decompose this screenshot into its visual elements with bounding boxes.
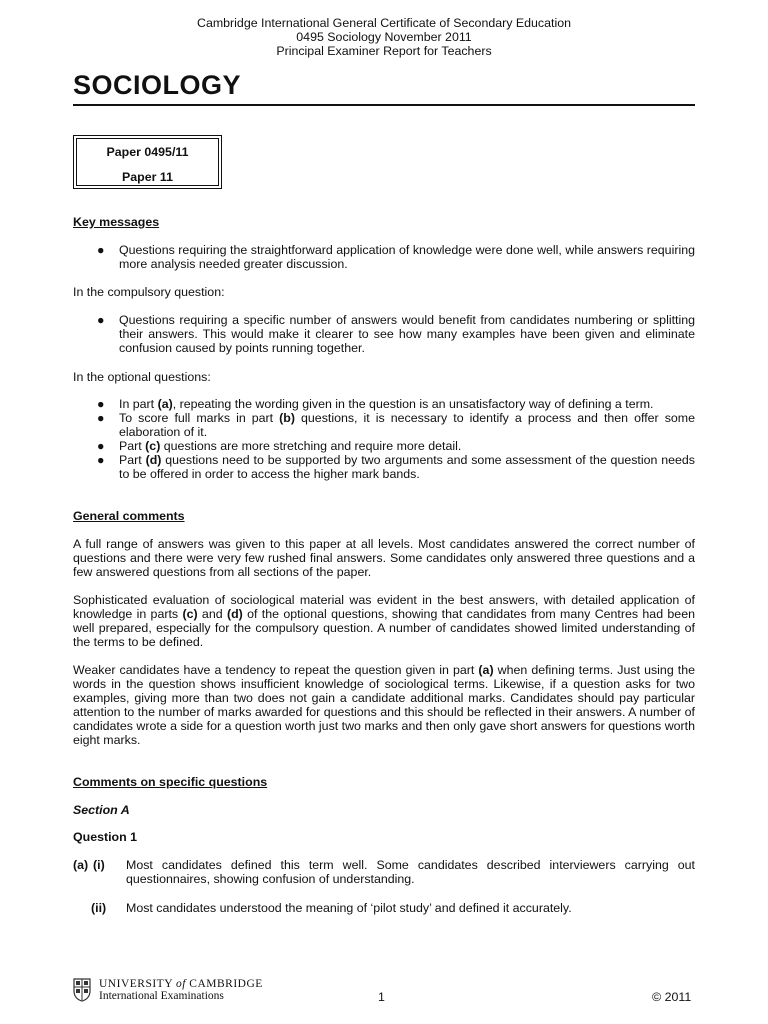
part-ii-label: (ii) — [91, 901, 107, 915]
page-title: SOCIOLOGY — [73, 70, 695, 106]
key-message-bullet-1 — [97, 243, 695, 271]
key-message-bullet-2 — [97, 313, 695, 355]
part-ii-text: Most candidates understood the meaning of ‘pilot study’ and defined it accurately. — [126, 901, 572, 915]
part-label: (a) — [157, 397, 173, 411]
bullet-text: Questions requiring the straightforward application of knowledge were done well, while answers requiring more analysis needed greater discussion. — [119, 243, 695, 271]
optional-bullet-2 — [97, 411, 695, 439]
header-line-3: Principal Examiner Report for Teachers — [276, 44, 492, 58]
bullet-icon: ● — [97, 313, 105, 327]
question-heading: Question 1 — [73, 830, 138, 844]
section-heading: Section A — [73, 803, 130, 817]
text-run: and — [197, 607, 227, 621]
text-run: In part — [119, 397, 158, 411]
text-run: questions are more stretching and require more detail. — [160, 439, 462, 453]
text-run: CAMBRIDGE — [189, 978, 263, 990]
bullet-text: Questions requiring a specific number of answers would benefit from candidates numbering or splitting their answers. This would make it clearer to see how many examples have been given and eliminate confusion caused by points running together. — [119, 313, 695, 355]
part-label: (b) — [279, 411, 295, 425]
crest-icon — [73, 978, 91, 1002]
text-run: of — [175, 978, 186, 990]
general-para-1: A full range of answers was given to this paper at all levels. Most candidates answered the correct number of questions and there were very few rushed final answers. Some candidates only answered three questions and a few answered questions from all sections of the paper. — [73, 537, 695, 579]
paper-code: Paper 0495/11 — [106, 145, 189, 159]
part-label: (d) — [226, 607, 243, 621]
part-label: (c) — [145, 439, 161, 453]
bullet-icon: ● — [97, 439, 105, 453]
part-i-text: Most candidates defined this term well. Some candidates described interviewers carrying out questionnaires, showing confusion of understanding. — [126, 858, 695, 886]
header-line-1: Cambridge International General Certificate of Secondary Education — [197, 16, 571, 30]
bullet-icon: ● — [97, 411, 105, 425]
text-run: questions need to be supported by two arguments and some assessment of the question needs to be offered in order to access the higher mark bands. — [119, 453, 696, 481]
paper-number: Paper 11 — [122, 170, 173, 184]
logo-university-text — [99, 978, 263, 990]
text-run: Part — [119, 453, 146, 467]
bullet-icon: ● — [97, 243, 105, 257]
text-run: Sophisticated evaluation of sociological material was evident in the best answers, with detailed application of knowledge in parts — [73, 593, 695, 621]
text-run: questions, it is necessary to identify a process and then offer some elaboration of it. — [119, 411, 696, 439]
optional-bullet-3 — [97, 439, 695, 453]
report-header — [73, 16, 695, 58]
bullet-icon: ● — [97, 453, 105, 467]
paper-box-inner — [76, 138, 219, 186]
bullet-text — [119, 411, 695, 439]
text-run: UNIVERSITY — [99, 978, 173, 990]
part-label: (a) — [478, 663, 494, 677]
copyright: © 2011 — [652, 990, 692, 1004]
text-run: Part — [119, 439, 146, 453]
text-run: of the optional questions, showing that candidates from many Centres had been well prepared, especially for the compulsory question. A number of candidates showed limited understanding of the terms to be defined. — [73, 607, 695, 649]
part-label: (c) — [182, 607, 198, 621]
text-run: Weaker candidates have a tendency to repeat the question given in part — [73, 663, 479, 677]
cambridge-logo — [73, 978, 263, 1004]
page-number: 1 — [378, 990, 385, 1004]
part-a-label: (a) — [73, 858, 89, 872]
optional-bullet-4 — [97, 453, 695, 481]
bullet-icon: ● — [97, 397, 105, 411]
general-comments-heading: General comments — [73, 509, 185, 523]
general-para-2 — [73, 593, 695, 649]
bullet-text — [119, 453, 695, 481]
optional-bullet-1 — [97, 397, 695, 411]
bullet-text — [119, 397, 695, 411]
bullet-text — [119, 439, 695, 453]
general-para-3 — [73, 663, 695, 747]
part-i-label: (i) — [93, 858, 105, 872]
key-messages-heading: Key messages — [73, 215, 160, 229]
header-line-2: 0495 Sociology November 2011 — [296, 30, 472, 44]
compulsory-intro: In the compulsory question: — [73, 285, 225, 299]
paper-box — [73, 135, 222, 189]
text-run: To score full marks in part — [119, 411, 280, 425]
text-run: , repeating the wording given in the question is an unsatisfactory way of defining a term. — [172, 397, 654, 411]
part-label: (d) — [145, 453, 162, 467]
specific-comments-heading: Comments on specific questions — [73, 775, 268, 789]
logo-examinations-text: International Examinations — [99, 990, 224, 1002]
optional-intro: In the optional questions: — [73, 370, 211, 384]
text-run: when defining terms. Just using the words in the question shows insufficient knowledge of sociological terms. Likewise, if a question asks for two examples, giving more than two does not gain a candidate additional marks. Candidates should pay particular attention to the number of marks awarded for questions and this should be reflected in their answers. A number of candidates wrote a side for a question worth just two marks and then only gave short answers for questions worth eight marks. — [73, 663, 695, 747]
